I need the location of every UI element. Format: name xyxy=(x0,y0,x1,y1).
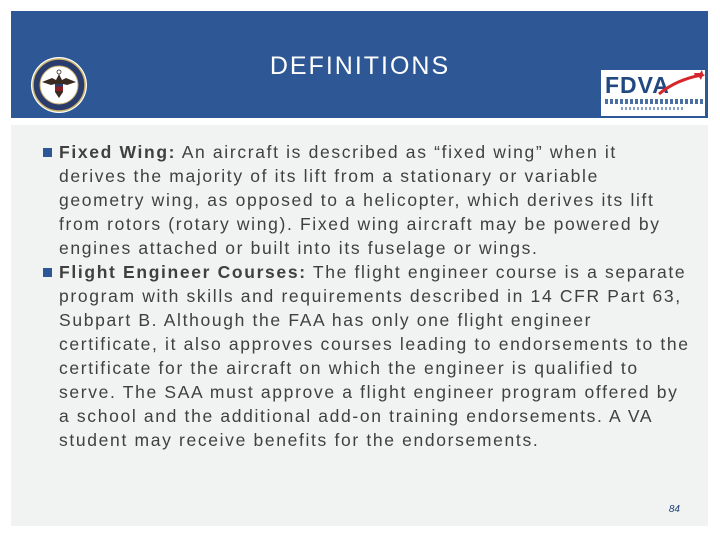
fdva-tagline-line xyxy=(605,99,703,104)
bullet-square-icon xyxy=(43,268,52,277)
definition-text: An aircraft is described as “fixed wing” when it derives the majority of its lift from a stationary or variable geometry wing, as opposed to a helicopter, which derives its lift from rotors (rotary wing). Fixed wing aircraft may be powered by engines attached or built into its fuselage or wings. xyxy=(59,142,661,258)
definitions-list xyxy=(40,140,690,452)
fdva-wordmark: FDVA xyxy=(605,72,670,98)
definition-term: Flight Engineer Courses: xyxy=(59,262,307,282)
fdva-subtagline-line xyxy=(621,107,685,110)
fdva-logo xyxy=(601,70,705,116)
definition-term: Fixed Wing: xyxy=(59,142,177,162)
bullet-square-icon xyxy=(43,148,52,157)
page-number: 84 xyxy=(668,504,680,515)
definition-fixed-wing xyxy=(40,140,690,260)
definition-flight-engineer-courses xyxy=(40,260,690,452)
definition-text: The flight engineer course is a separate program with skills and requirements described in 14 CFR Part 63, Subpart B. Although the FAA has only one flight engineer certificate, it also approves courses leading to endorsements to the certificate for the aircraft on which the engineer is qualified to serve. The SAA must approve a flight engineer program offered by a school and the additional add-on training endorsements. A VA student may receive benefits for the endorsements. xyxy=(59,262,690,450)
slide-title: DEFINITIONS xyxy=(269,52,451,80)
